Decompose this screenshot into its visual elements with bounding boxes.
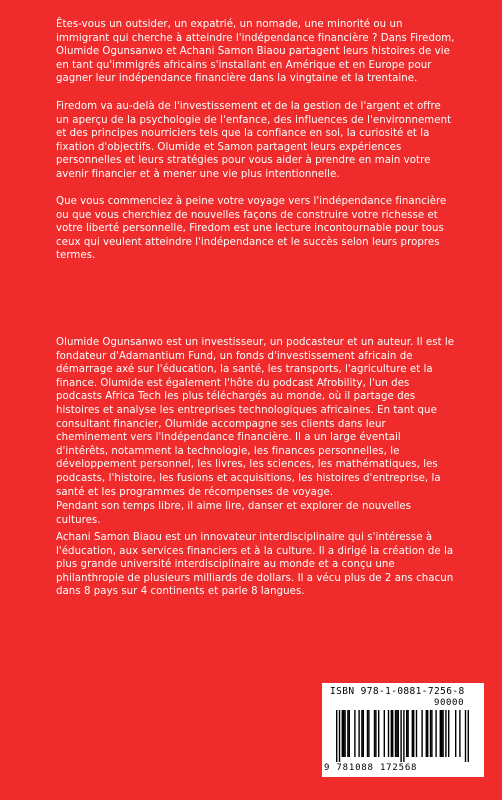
barcode-bar [368,710,369,757]
barcode-bar [435,710,436,757]
barcode-bar [441,710,442,757]
barcode-bar [400,710,401,762]
barcode-bar [361,710,362,757]
ean-digits: 9 781088 172568 [324,763,418,773]
barcode-bar [374,710,375,757]
author-bio-olumide-hobbies: Pendant son temps libre, il aime lire, danser et explorer de nouvelles cultures. [56,501,412,526]
author-bio-olumide: Olumide Ogunsanwo est un investisseur, un podcasteur et un auteur. Il est le fondateur d'Adamantium Fund, un fonds d'investissement africain de démarrage axé sur l'éducation, la santé, les transports, l'agriculture et la finance. Olumide est également l'hôte du podcast Afrobility, l'un des podcasts Africa Tech les plus téléchargés au monde, où il partage des histoires et analyse les entreprises technologiques africaines. En tant que consultant financier, Olumide accompagne ses clients dans leur cheminement vers l'indépendance financière. Il a un large éventail d'intérêts, notamment la technologie, les finances personnelles, le développement personnel, les livres, les sciences, les mathématiques, les podcasts, l'histoire, les fusions et acquisitions, les histoires d'entreprise, la santé et les programmes de récompenses de voyage. [56,337,455,498]
barcode-bar [413,710,414,757]
barcode-bar [403,710,404,762]
barcode-bar [431,710,432,757]
barcode-bar [442,710,443,757]
barcode-bar [344,710,345,757]
barcode-bar [375,710,376,757]
barcode-bar [426,710,427,757]
barcode-bar [468,710,469,762]
barcode-bar [412,710,413,757]
barcode-bar [391,710,392,757]
barcode-bar [416,710,417,757]
barcode-bar [445,710,446,757]
barcode-bar [406,710,407,757]
barcode-bar [384,710,385,757]
barcode-bar [347,710,348,757]
barcode-bar [427,710,428,757]
barcode-bar [459,710,460,757]
blurb-paragraph-intro: Êtes-vous un outsider, un expatrié, un nomade, une minorité ou un immigrant qui cherche à atteindre l'indépendance financière ? Dans Firedom, Olumide Ogunsanwo et Achani Samon Biaou partagent leurs histoires de vie en tant qu'immigrés africains s'installant en Amérique et en Europe pour gagner leur indépendance financière dans la vingtaine et la trentaine. [56,19,455,85]
barcode-bar [407,710,408,757]
barcode-bar [342,710,343,757]
blurb-paragraph-closing: Que vous commenciez à peine votre voyage vers l'indépendance financière ou que vous cherchiez de nouvelles façons de construire votre richesse et votre liberté personnelle, Firedom est une lecture incontournable pour tous ceux qui veulent atteindre l'indépendance et le succès selon leurs propres termes. [56,196,447,262]
barcode-bars [328,710,478,762]
barcode-bar [336,710,337,762]
barcode-bar [395,710,396,757]
barcode-bar [343,710,344,757]
barcode-bar [421,710,422,757]
barcode-bar [367,710,368,757]
barcode-bar [430,710,431,757]
barcode-bar [392,710,393,757]
barcode-bar [339,710,340,762]
barcode-bar [358,710,359,757]
barcode-bar [465,710,466,762]
barcode-bar [388,710,389,757]
barcode-bar [349,710,350,757]
blurb-paragraph-content: Firedom va au-delà de l'investissement et de la gestion de l'argent et offre un aperçu de la psychologie de l'enfance, des influences de l'environnement et des principes nourriciers tels que la confiance en soi, la curiosité et la fixation d'objectifs. Olumide et Samon partagent leurs expériences personnelles et leurs stratégies pour vous aider à prendre en main votre avenir financier et à mener une vie plus intentionnelle. [56,101,452,180]
barcode-bar [398,710,399,757]
barcode-bar [455,710,456,757]
barcode-bar [440,710,441,757]
price-code: 90000 [434,698,465,708]
isbn-text: ISBN 978-1-0881-7256-8 [330,686,465,697]
barcode-bar [448,710,449,757]
barcode-bar [354,710,355,757]
author-bio-samon: Achani Samon Biaou est un innovateur interdisciplinaire qui s'intéresse à l'éducation, aux services financiers et à la culture. Il a dirigé la création de la plus grande université interdisciplinaire au monde et a conçu une philanthropie de plusieurs milliards de dollars. Il a vécu plus de 2 ans chacun dans 8 pays sur 4 continents et parle 8 langues. [56,532,454,598]
barcode-bar [378,710,379,757]
barcode-bar [396,710,397,757]
isbn-barcode-box [322,683,484,777]
barcode-bar [363,710,364,757]
